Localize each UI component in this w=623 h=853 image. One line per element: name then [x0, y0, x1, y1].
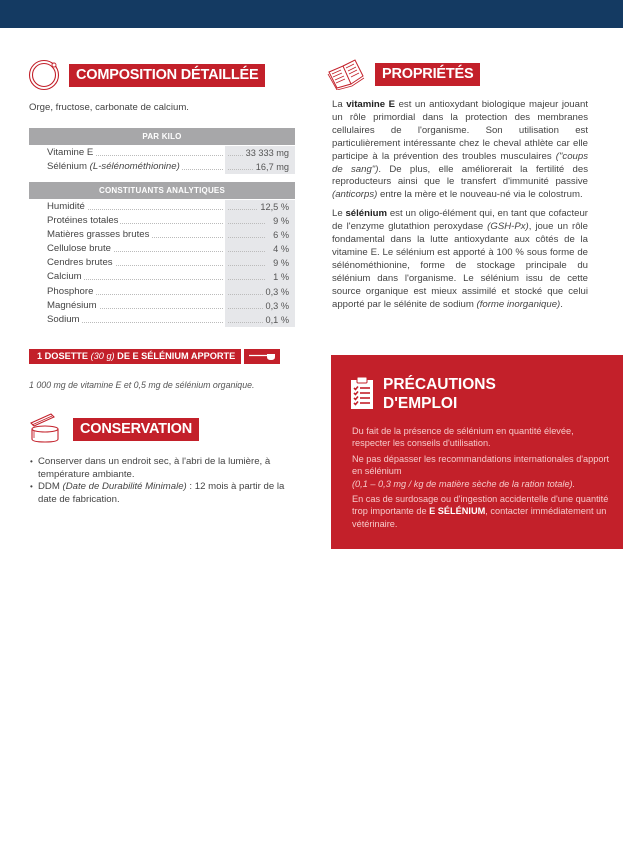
row-value: 4 % — [271, 242, 289, 256]
precaution-paragraph: Ne pas dépasser les recommandations internationales d'apport en sélénium (0,1 – 0,3 mg / kg de matière sèche de la ration totale). — [352, 453, 610, 489]
per-kilo-table — [29, 146, 295, 174]
row-value: 12,5 % — [258, 200, 289, 214]
table-row — [29, 299, 295, 313]
row-value: 9 % — [271, 256, 289, 270]
table-row — [29, 200, 295, 214]
table-row — [29, 256, 295, 270]
row-label: Magnésium — [47, 299, 99, 313]
row-label: Phosphore — [47, 285, 95, 299]
conservation-list — [29, 456, 299, 506]
conservation-title: CONSERVATION — [73, 418, 199, 441]
row-value: 0,1 % — [264, 313, 290, 327]
precautions-box — [331, 355, 623, 549]
properties-title: PROPRIÉTÉS — [375, 63, 480, 86]
row-value: 16,7 mg — [254, 160, 289, 174]
row-value: 0,3 % — [264, 285, 290, 299]
ring-icon — [27, 58, 63, 92]
properties-text — [332, 99, 588, 318]
row-value: 1 % — [271, 270, 289, 284]
open-jar-icon — [28, 413, 64, 445]
row-label: Calcium — [47, 270, 84, 284]
per-kilo-header: PAR KILO — [29, 128, 295, 145]
row-label: Vitamine E — [47, 146, 95, 160]
precautions-text — [352, 425, 614, 533]
table-row — [29, 228, 295, 242]
table-row — [29, 242, 295, 256]
row-value: 33 333 mg — [244, 146, 289, 160]
dose-label: 1 DOSETTE (30 g) DE E SÉLÉNIUM APPORTE — [29, 349, 241, 364]
row-label: Sodium — [47, 313, 82, 327]
header-bar — [0, 0, 623, 28]
open-book-icon — [327, 58, 367, 90]
list-item: • DDM (Date de Durabilité Minimale) : 12 mois à partir de la date de fabrication. — [29, 481, 299, 506]
table-row — [29, 313, 295, 327]
scoop-icon — [244, 349, 280, 364]
precaution-paragraph: Du fait de la présence de sélénium en quantité élevée, respecter les conseils d'utilisation. — [352, 426, 574, 449]
row-value: 0,3 % — [264, 299, 290, 313]
table-row — [29, 270, 295, 284]
row-label: Protéines totales — [47, 214, 120, 228]
table-row — [29, 160, 295, 174]
list-item: • Conserver dans un endroit sec, à l'abri de la lumière, à température ambiante. — [29, 456, 299, 481]
vitamin-e-paragraph: La vitamine E est un antioxydant biologique majeur jouant un rôle primordial dans la protection des membranes cellulaires de l'organisme. Son utilisation est particulièrement intéressante chez le cheval athlète car elle participe à la prévention des troubles musculaires ("coups de sang"). De plus, elle améliorerait la fertilité des reproducteurs ainsi que le transfert d'immunité passive (anticorps) entre la mère et le nouveau-né via le colostrum. — [332, 99, 588, 201]
selenium-paragraph: Le sélénium est un oligo-élément qui, en tant que cofacteur de l'enzyme glutathion peroxydase (GSH-Px), joue un rôle fondamental dans la lutte antioxydante aux côtés de la vitamine E. Le sélénium est apporté à 100 % sous forme de sélénométhionine, forme de stockage principale du sélénium dans l'organisme. Le sélénium issu de cette source organique est mieux assimilé et stocké que celui apporté par le sélénite de sodium (forme inorganique). — [332, 208, 589, 310]
properties-heading — [327, 58, 480, 90]
row-label: Matières grasses brutes — [47, 228, 151, 242]
table-row — [29, 214, 295, 228]
clipboard-checklist-icon — [349, 376, 375, 410]
composition-heading — [27, 58, 265, 92]
dose-banner — [29, 349, 280, 364]
ingredients-text: Orge, fructose, carbonate de calcium. — [29, 102, 189, 113]
row-label: Cendres brutes — [47, 256, 115, 270]
row-label: Cellulose brute — [47, 242, 113, 256]
analytical-header: CONSTITUANTS ANALYTIQUES — [29, 182, 295, 199]
analytical-table — [29, 200, 295, 327]
table-row — [29, 146, 295, 160]
precautions-heading — [349, 375, 496, 413]
conservation-heading — [28, 413, 199, 445]
composition-title: COMPOSITION DÉTAILLÉE — [69, 64, 265, 87]
table-row — [29, 285, 295, 299]
row-label: Sélénium (L-sélénométhionine) — [47, 160, 182, 174]
row-value: 9 % — [271, 214, 289, 228]
precaution-paragraph: En cas de surdosage ou d'ingestion accidentelle d'une quantité trop importante de E SÉLÉNIUM, contacter immédiatement un vétérinaire. — [352, 494, 609, 529]
row-label: Humidité — [47, 200, 87, 214]
dose-note: 1 000 mg de vitamine E et 0,5 mg de sélénium organique. — [29, 380, 255, 390]
row-value: 6 % — [271, 228, 289, 242]
precautions-title: PRÉCAUTIONS D'EMPLOI — [383, 376, 496, 412]
